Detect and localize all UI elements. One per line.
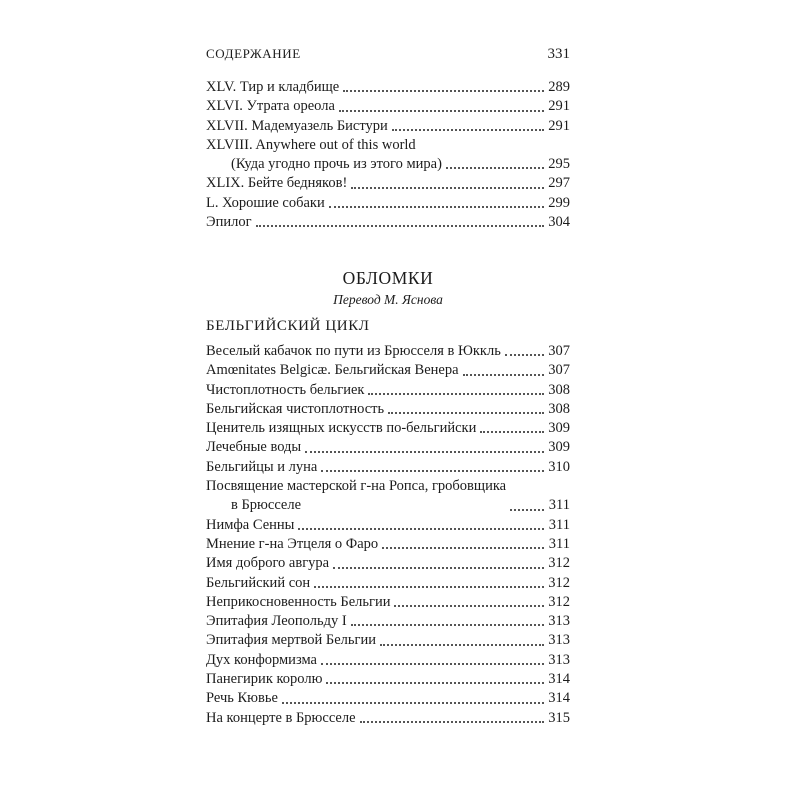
toc-entry [206,651,570,670]
toc-entry-page: 312 [548,555,570,572]
toc-entry-title: XLVII. Мадемуазель Бистури [206,117,388,134]
toc-entry-page: 311 [548,535,570,552]
cycle-title: БЕЛЬГИЙСКИЙ ЦИКЛ [206,318,370,334]
toc-entry-title: XLV. Тир и кладбище [206,79,340,95]
toc-entry [206,574,570,593]
toc-entry [206,593,570,612]
dot-leader [282,702,544,704]
toc-entry [206,213,570,232]
toc-entry-page: 309 [548,420,570,437]
dot-leader [256,225,544,227]
toc-entry [206,612,570,631]
dot-leader [388,412,544,414]
toc-entry-title: XLIX. Бейте бедняков! [206,175,348,192]
toc-entry-page: 308 [548,400,570,417]
toc-entry-title: Чистоплотность бельгиек [206,381,365,398]
section-title: ОБЛОМКИ [342,268,434,288]
dot-leader [329,206,544,208]
dot-leader [321,663,544,665]
running-title: СОДЕРЖАНИЕ [206,46,301,61]
toc-entry [206,458,570,477]
toc-entry-page: 312 [548,593,570,610]
dot-leader [339,110,544,112]
toc-entry [206,670,570,689]
dot-leader [343,90,544,92]
toc-entry [206,516,570,535]
toc-entry-page: 314 [548,671,570,688]
toc-entry-page: 291 [548,98,570,115]
toc-entry [206,117,570,136]
toc-entry-page: 295 [548,156,570,173]
toc-entry [206,438,570,457]
toc-entry-title [206,477,506,516]
toc-entry-page: 307 [548,343,570,359]
toc-entry-title: Веселый кабачок по пути из Брюсселя в Юккль [206,343,501,359]
toc-entry [206,97,570,116]
dot-leader [446,167,544,169]
dot-leader [392,129,544,131]
toc-entry-page: 314 [548,690,570,707]
dot-leader [505,354,544,356]
toc-entry-title: Эпитафия Леопольду I [206,613,347,630]
toc-entry-title: Нимфа Сенны [206,516,295,533]
toc-entry-title: Неприкосновенность Бельгии [206,593,391,610]
toc-entry [206,136,570,175]
toc-entry [206,689,570,708]
toc-entry [206,709,570,728]
dot-leader [380,644,544,646]
toc-entry-title: Лечебные воды [206,439,302,456]
dot-leader [333,567,544,569]
dot-leader [326,682,544,684]
toc-entry [206,400,570,419]
toc-entry-title-line1: XLVIII. Anywhere out of this world [206,136,416,153]
toc-entry [206,381,570,400]
toc-entry-page: 309 [548,439,570,456]
toc-entry-title: Панегирик королю [206,671,323,688]
toc-entry [206,174,570,193]
dot-leader [360,721,544,723]
toc-entry [206,78,570,97]
toc-entry-title [206,136,442,175]
toc-entry [206,554,570,573]
page-number: 331 [547,46,570,62]
toc-entry-title: Amœnitates Belgicæ. Бельгийская Венера [206,362,459,379]
toc-entry-title-line2: в Брюсселе [231,497,302,514]
toc-entry-title: Ценитель изящных искусств по-бельгийски [206,420,477,437]
toc-entry [206,477,570,516]
dot-leader [305,451,544,453]
toc-entry-page: 299 [548,194,570,211]
toc-entry-page: 311 [548,497,570,514]
toc-entry-title: Мнение г-на Этцеля о Фаро [206,535,379,552]
toc-entry-title: Речь Кювье [206,690,278,707]
dot-leader [298,528,544,530]
dot-leader [368,393,544,395]
toc-entry-page: 312 [548,574,570,591]
toc-entry-page: 315 [548,709,570,726]
dot-leader [314,586,544,588]
toc-entry [206,631,570,650]
toc-entry-title: L. Хорошие собаки [206,194,325,211]
toc-entry [206,342,570,361]
toc-entry-page: 291 [548,117,570,134]
dot-leader [480,431,544,433]
toc-entry [206,361,570,380]
toc-entry-page: 304 [548,214,570,231]
dot-leader [382,547,544,549]
dot-leader [321,470,544,472]
toc-entry-title-line1: Посвящение мастерской г-на Ропса, гробовщика [206,478,507,495]
toc-entry-page: 313 [548,632,570,649]
toc-entry-title: Дух конформизма [206,651,317,668]
toc-entry [206,419,570,438]
page-header [206,46,570,66]
dot-leader [351,187,544,189]
toc-entry-page: 311 [548,516,570,533]
dot-leader [463,374,544,376]
dot-leader [394,605,544,607]
toc-entry-title: На концерте в Брюсселе [206,709,356,726]
toc-entry-page: 313 [548,651,570,668]
toc-entry-title: Имя доброго авгура [206,555,330,572]
toc-entry-page: 307 [548,362,570,379]
toc-list-part2 [206,342,570,728]
toc-entry-page: 289 [548,79,570,95]
toc-entry-title: Бельгийская чистоплотность [206,400,385,417]
toc-entry-page: 308 [548,381,570,398]
translator-credit: Перевод М. Яснова [333,292,443,307]
toc-entry-page: 310 [548,458,570,475]
toc-entry-title: Бельгийцы и луна [206,458,318,475]
toc-list-part1 [206,78,570,232]
toc-entry-title: Бельгийский сон [206,574,311,591]
dot-leader [510,509,544,511]
toc-entry-page: 297 [548,175,570,192]
toc-entry-title: Эпитафия мертвой Бельгии [206,632,376,649]
toc-entry-page: 313 [548,613,570,630]
dot-leader [351,624,544,626]
toc-entry-title: XLVI. Утрата ореола [206,98,335,115]
toc-entry [206,194,570,213]
toc-entry-title-line2: (Куда угодно прочь из этого мира) [231,156,442,173]
toc-entry [206,535,570,554]
toc-entry-title: Эпилог [206,214,252,231]
